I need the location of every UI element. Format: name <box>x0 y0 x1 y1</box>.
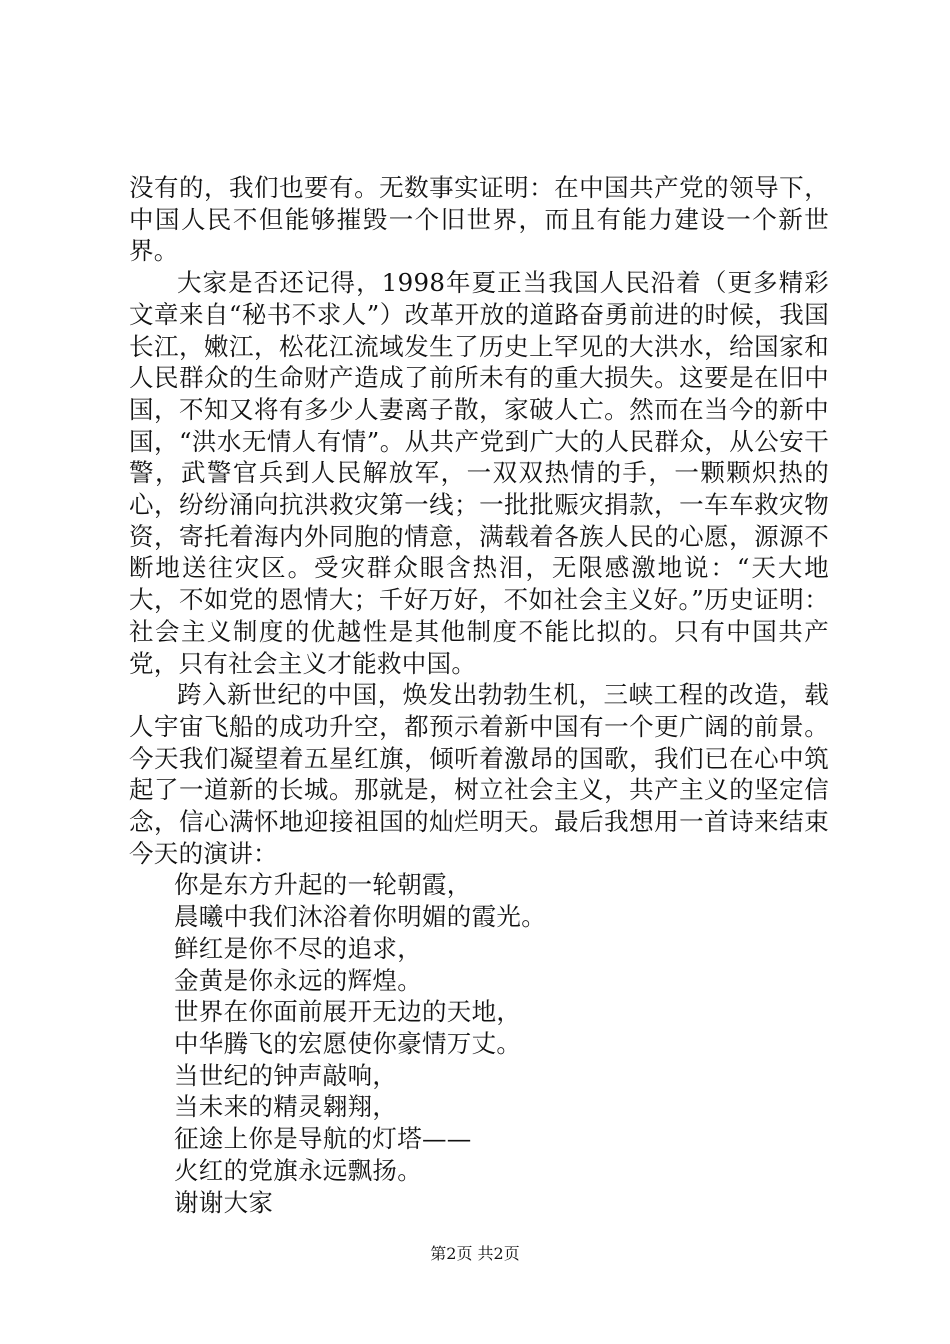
paragraph-continued: 没有的，我们也要有。无数事实证明：在中国共产党的领导下，中国人民不但能够摧毁一个旧世界，而且有能力建设一个新世界。 <box>129 173 829 266</box>
poem-line: 当世纪的钟声敲响， <box>174 1060 398 1090</box>
poem-line: 晨曦中我们沐浴着你明媚的霞光。 <box>174 902 546 932</box>
poem-line: 当未来的精灵翱翔， <box>174 1092 398 1122</box>
document-body <box>129 172 829 1218</box>
poem <box>129 869 829 1218</box>
poem-line: 火红的党旗永远飘扬。 <box>174 1155 422 1185</box>
page-number-footer: 第2页 共2页 <box>430 1244 520 1263</box>
poem-line: 鲜红是你不尽的追求， <box>174 933 422 963</box>
poem-line: 世界在你面前展开无边的天地， <box>174 997 522 1027</box>
closing-line: 谢谢大家 <box>174 1187 274 1217</box>
poem-line: 征途上你是导航的灯塔—— <box>174 1124 472 1154</box>
paragraph-new-century: 跨入新世纪的中国，焕发出勃勃生机，三峡工程的改造，载人宇宙飞船的成功升空，都预示着新中国有一个更广阔的前景。今天我们凝望着五星红旗，倾听着激昂的国歌，我们已在心中筑起了一道新的长城。那就是，树立社会主义，共产主义的坚定信念，信心满怀地迎接祖国的灿烂明天。最后我想用一首诗来结束今天的演讲： <box>129 680 829 868</box>
paragraph-flood-1998: 大家是否还记得，1998年夏正当我国人民沿着（更多精彩文章来自“秘书不求人”）改革开放的道路奋勇前进的时候，我国长江，嫩江，松花江流域发生了历史上罕见的大洪水，给国家和人民群众的生命财产造成了前所未有的重大损失。这要是在旧中国，不知又将有多少人妻离子散，家破人亡。然而在当今的新中国，“洪水无情人有情”。从共产党到广大的人民群众，从公安干警，武警官兵到人民解放军，一双双热情的手，一颗颗炽热的心，纷纷涌向抗洪救灾第一线；一批批赈灾捐款，一车车救灾物资，寄托着海内外同胞的情意，满载着各族人民的心愿，源源不断地送往灾区。受灾群众眼含热泪，无限感激地说：“天大地大，不如党的恩情大；千好万好，不如社会主义好。”历史证明：社会主义制度的优越性是其他制度不能比拟的。只有中国共产党，只有社会主义才能救中国。 <box>129 268 829 678</box>
poem-line: 中华腾飞的宏愿使你豪情万丈。 <box>174 1028 522 1058</box>
poem-line: 金黄是你永远的辉煌。 <box>174 965 422 995</box>
poem-line: 你是东方升起的一轮朝霞， <box>174 870 472 900</box>
